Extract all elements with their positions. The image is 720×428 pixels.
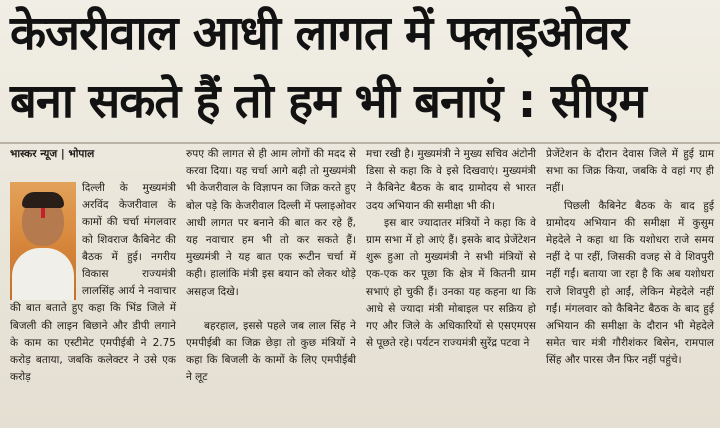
headline-line-2: बना सकते हैं तो हम भी बनाएं : सीएम — [10, 74, 646, 129]
column-4-paragraph-2: पिछली कैबिनेट बैठक के बाद हुई ग्रामोदय अभियान की समीक्षा में कुसुम मेहदेले ने कहा था कि यशोधरा राजे समय नहीं दे पा रहीं, जिसकी वजह से वे शिवपुरी नहीं गईं। बताया जा रहा है कि अब यशोधरा राजे शिवपुरी हो आईं, लेकिन मेहदेले नहीं गईं। मंगलवार को कैबिनेट बैठक के बाद हुई अभियान की समीक्षा के दौरान भी मेहदेले समेत चार मंत्री गौरीशंकर बिसेन, रामपाल सिंह और पारस जैन फिर नहीं पहुंचे। — [546, 199, 714, 367]
column-3-paragraph-2: इस बार ज्यादातर मंत्रियों ने कहा कि वे ग्राम सभा में हो आएं हैं। इसके बाद प्रेजेंटेशन शुरू हुआ तो मुख्यमंत्री ने सभी मंत्रियों से एक-एक कर पूछा कि क्षेत्र में कितनी ग्राम सभाएं हो चुकी हैं। उनका यह कहना था कि आधे से ज्यादा मंत्री मोबाइल पर सक्रिय हो गए और जिले के अधिकारियों से एसएमएस से पूछते रहे। पर्यटन राज्यमंत्री सुरेंद्र पटवा ने — [366, 216, 536, 350]
column-2-paragraph-2: बहरहाल, इससे पहले जब लाल सिंह ने एमपीईबी का जिक्र छेड़ा तो कुछ मंत्रियों ने कहा कि बिजली के कामों के लिए एमपीईबी ने लूट — [186, 319, 356, 384]
column-1 — [10, 146, 176, 386]
headline-line-1: केजरीवाल आधी लागत में फ्लाइओवर — [10, 6, 628, 61]
column-2-text: रुपए की लागत से ही आम लोगों की मदद से करवा दिया। यह चर्चा आगे बढ़ी तो मुख्यमंत्री भी केजरीवाल के विज्ञापन का जिक्र करते हुए बोल पड़े कि केजरीवाल दिल्ली में फ्लाइओवर आधी लागत पर बनाने की बात कर रहे हैं, यह नवाचार हम भी तो कर सकते हैं। मुख्यमंत्री ने यह बात एक रूटीन चर्चा में कही। हालांकि मंत्री इस बयान को लेकर थोड़े असहज दिखे। — [186, 148, 356, 298]
column-1-text: दिल्ली के मुख्यमंत्री अरविंद केजरीवाल के कामों की चर्चा मंगलवार को शिवराज कैबिनेट की बैठक में हुई। नगरीय विकास राज्यमंत्री लालसिंह आर्य ने नवाचार की बात बताते हुए कहा कि भिंड जिले में बिजली की लाइन बिछाने और डीपी लगाने के काम का एस्टीमेट एमपीईबी ने 2.75 करोड़ बताया, जबकि कलेक्टर ने उसे एक करोड़ — [10, 182, 176, 384]
headline-rule — [0, 142, 720, 144]
column-4-text: प्रेजेंटेशन के दौरान देवास जिले में हुई ग्राम सभा का जिक्र किया, जबकि वे वहां गए ही नहीं। — [546, 148, 714, 195]
byline: भास्कर न्यूज | भोपाल — [10, 148, 95, 160]
column-3-text: मचा रखी है। मुख्यमंत्री ने मुख्य सचिव अंटोनी डिसा से कहा कि वे इसे दिखवाएं। मुख्यमंत्री ने कैबिनेट बैठक के बाद ग्रामोदय से भारत उदय अभियान की समीक्षा भी की। — [366, 148, 536, 212]
column-4 — [546, 146, 714, 370]
cm-portrait-photo — [10, 182, 76, 300]
column-3 — [366, 146, 536, 352]
column-2 — [186, 146, 356, 387]
